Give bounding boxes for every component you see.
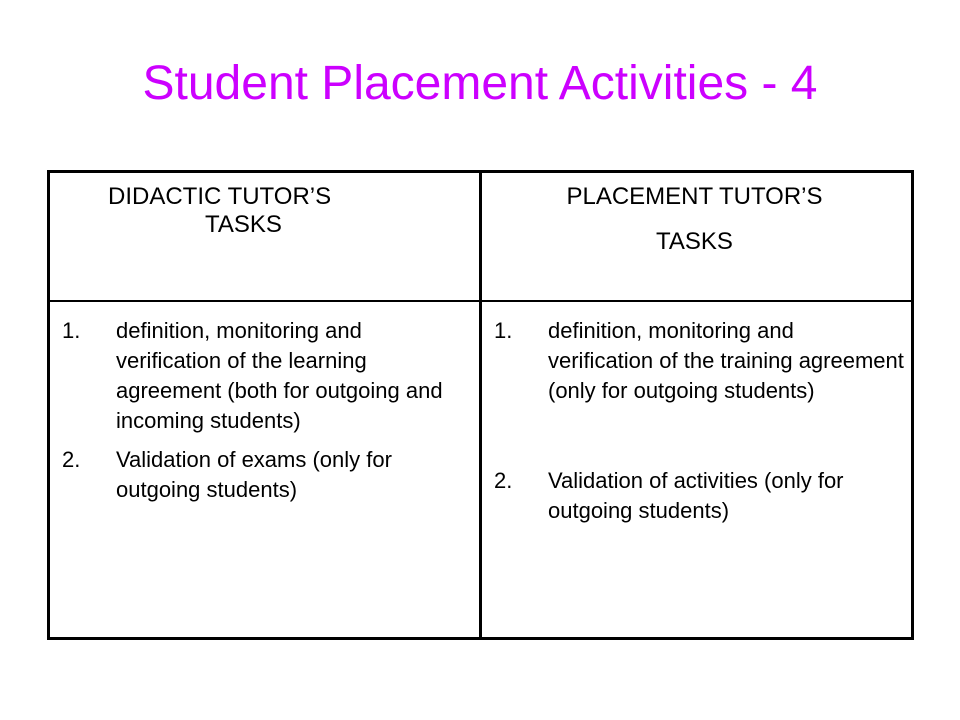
didactic-header-line-1: DIDACTIC TUTOR’S bbox=[108, 183, 332, 210]
didactic-tasks-list bbox=[62, 316, 467, 505]
list-item-number: 1. bbox=[494, 318, 513, 343]
list-item-text: definition, monitoring and verification of the learning agreement (both for outgoing and incoming students) bbox=[116, 318, 443, 433]
slide-title: Student Placement Activities - 4 bbox=[142, 57, 818, 110]
list-item-number: 2. bbox=[494, 468, 513, 493]
placement-tasks-list bbox=[494, 316, 904, 526]
list-item-text: Validation of exams (only for outgoing students) bbox=[116, 447, 392, 502]
list-item bbox=[494, 316, 904, 406]
table-header-divider bbox=[47, 300, 914, 302]
list-item-text: definition, monitoring and verification of the training agreement (only for outgoing students) bbox=[548, 318, 904, 403]
list-item-text: Validation of activities (only for outgoing students) bbox=[548, 468, 844, 523]
list-item bbox=[494, 466, 904, 526]
list-item bbox=[62, 316, 467, 436]
list-item bbox=[62, 445, 467, 505]
placement-tutor-header bbox=[482, 183, 907, 256]
didactic-header-line-2: TASKS bbox=[205, 211, 282, 238]
list-item-number: 2. bbox=[62, 447, 81, 472]
didactic-tutor-header bbox=[50, 183, 475, 239]
placement-header-line-1: PLACEMENT TUTOR’S bbox=[566, 183, 823, 210]
placement-header-line-2: TASKS bbox=[656, 228, 733, 255]
list-item-number: 1. bbox=[62, 318, 81, 343]
